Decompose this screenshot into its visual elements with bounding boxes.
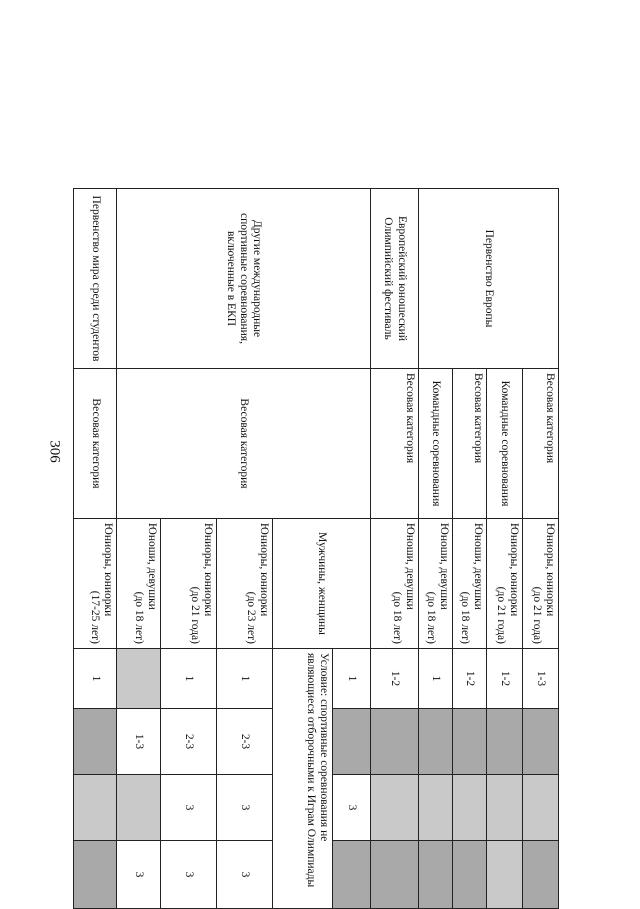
- competition-cell: Первенство мира среди студентов: [74, 189, 117, 369]
- grade-cell: 3: [161, 775, 217, 841]
- grade-cell: [453, 841, 487, 909]
- discipline-cell: Командные соревнования: [419, 369, 453, 519]
- grade-cell: [419, 709, 453, 775]
- grade-cell: [487, 709, 523, 775]
- age-group-cell: Юниоры, юниорки (до 21 года): [523, 519, 559, 649]
- grade-cell: [453, 775, 487, 841]
- places-cell: 1-3: [523, 649, 559, 709]
- table-row: [523, 189, 559, 909]
- discipline-cell: Весовая категория: [523, 369, 559, 519]
- discipline-cell: Весовая категория: [453, 369, 487, 519]
- competition-cell: Другие международные спортивные соревнования, включенные в ЕКП: [117, 189, 371, 369]
- places-cell: 1-2: [487, 649, 523, 709]
- age-group-cell: Юниоры, юниорки (до 21 года): [161, 519, 217, 649]
- table-row: [371, 189, 419, 909]
- grade-cell: [487, 841, 523, 909]
- age-group-cell: Юноши, девушки (до 18 лет): [117, 519, 161, 649]
- age-group-cell: Юниоры, юниорки (до 21 года): [487, 519, 523, 649]
- grade-cell: [523, 709, 559, 775]
- rotated-table-wrapper: [74, 188, 559, 908]
- grade-cell: 3: [117, 841, 161, 909]
- age-group-cell: Юноши, девушки (до 18 лет): [371, 519, 419, 649]
- grade-cell: [371, 709, 419, 775]
- places-cell: 1-2: [371, 649, 419, 709]
- age-group-cell: Юноши, девушки (до 18 лет): [419, 519, 453, 649]
- places-cell: 1: [333, 649, 371, 709]
- grade-cell: [74, 775, 117, 841]
- places-cell: 1-2: [453, 649, 487, 709]
- discipline-cell: Командные соревнования: [487, 369, 523, 519]
- grade-cell: [487, 775, 523, 841]
- sports-ranking-table: [73, 188, 559, 909]
- condition-cell: Условие: спортивные соревнования не являющиеся отборочными к Играм Олимпиады: [273, 649, 333, 909]
- grade-cell: [371, 775, 419, 841]
- places-cell: 1: [419, 649, 453, 709]
- grade-cell: 3: [217, 841, 273, 909]
- table-row: [333, 189, 371, 909]
- grade-cell: [74, 841, 117, 909]
- places-cell: 1: [161, 649, 217, 709]
- grade-cell: [333, 709, 371, 775]
- grade-cell: [419, 775, 453, 841]
- places-cell: 1: [217, 649, 273, 709]
- grade-cell: 2-3: [161, 709, 217, 775]
- grade-cell: [523, 841, 559, 909]
- grade-cell: 3: [217, 775, 273, 841]
- discipline-cell: Весовая категория: [74, 369, 117, 519]
- grade-cell: [333, 841, 371, 909]
- grade-cell: [74, 709, 117, 775]
- table-row: [74, 189, 117, 909]
- grade-cell: 1-3: [117, 709, 161, 775]
- grade-cell: [523, 775, 559, 841]
- discipline-cell: Весовая категория: [117, 369, 371, 519]
- places-cell: [117, 649, 161, 709]
- grade-cell: [117, 775, 161, 841]
- age-group-cell: Мужчины, женщины: [273, 519, 371, 649]
- grade-cell: 3: [161, 841, 217, 909]
- competition-cell: Первенство Европы: [419, 189, 559, 369]
- discipline-cell: Весовая категория: [371, 369, 419, 519]
- grade-cell: 3: [333, 775, 371, 841]
- grade-cell: [419, 841, 453, 909]
- grade-cell: [371, 841, 419, 909]
- age-group-cell: Юноши, девушки (до 18 лет): [453, 519, 487, 649]
- page-number: 306: [46, 440, 63, 463]
- grade-cell: 2-3: [217, 709, 273, 775]
- competition-cell: Европейский юношеский Олимпийский фестиваль: [371, 189, 419, 369]
- places-cell: 1: [74, 649, 117, 709]
- age-group-cell: Юниоры, юниорки (17-25 лет): [74, 519, 117, 649]
- grade-cell: [453, 709, 487, 775]
- age-group-cell: Юниоры, юниорки (до 23 лет): [217, 519, 273, 649]
